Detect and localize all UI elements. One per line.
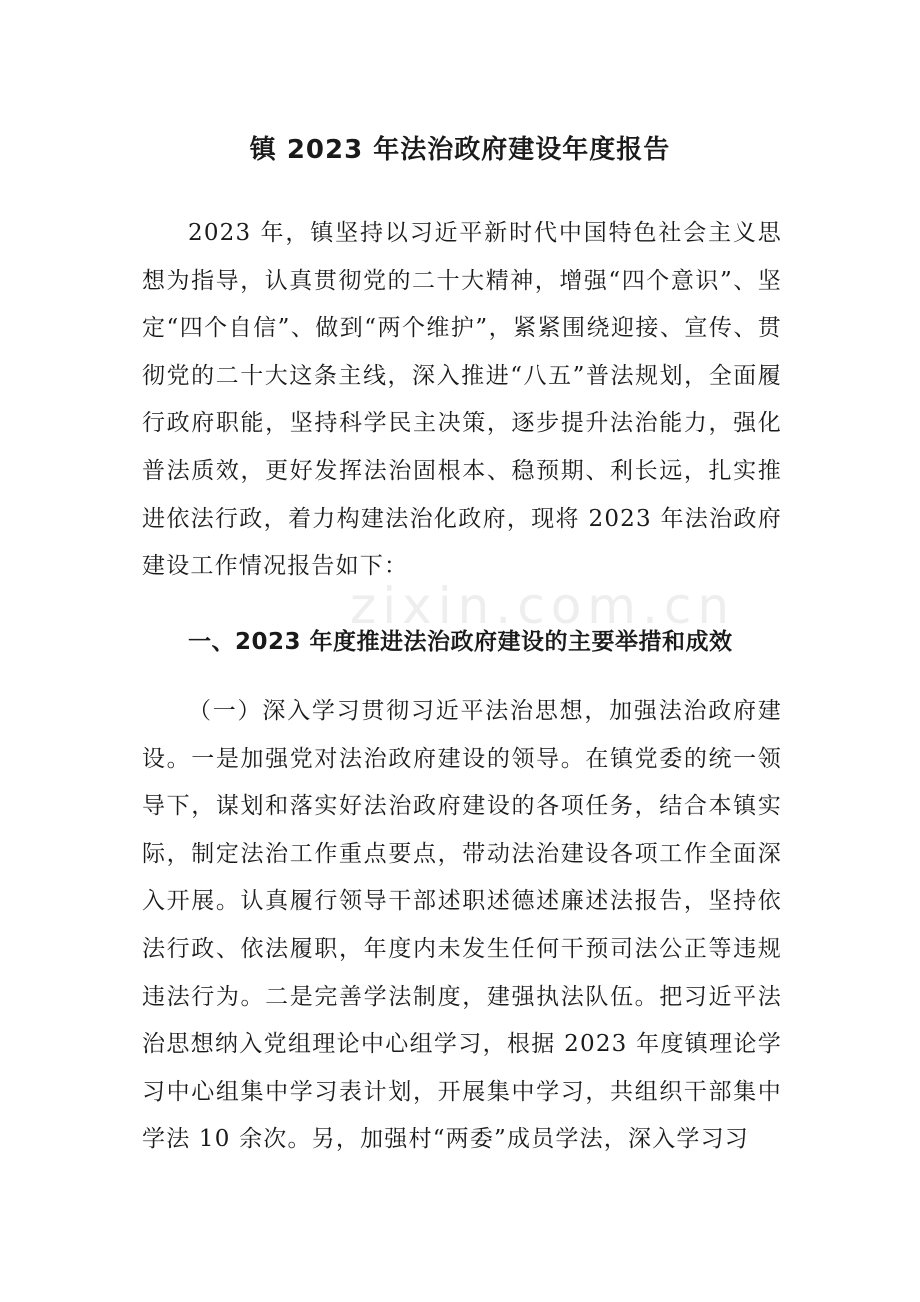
section-heading: 一、2023 年度推进法治政府建设的主要举措和成效 — [188, 629, 733, 655]
intro-paragraph: 2023 年，镇坚持以习近平新时代中国特色社会主义思想为指导，认真贯彻党的二十大精神，增强“四个意识”、坚定“四个自信”、做到“两个维护”，紧紧围绕迎接、宣传、贯彻党的二十大这条主线，深入推进“八五”普法规划，全面履行政府职能，坚持科学民主决策，逐步提升法治能力，强化普法质效，更好发挥法治固根本、稳预期、利长远，扎实推进依法行政，着力构建法治化政府，现将 2023 年法治政府建设工作情况报告如下： — [142, 220, 782, 580]
document-title: 镇 2023 年法治政府建设年度报告 — [249, 135, 671, 165]
body-paragraph: （一）深入学习贯彻习近平法治思想，加强法治政府建设。一是加强党对法治政府建设的领导。在镇党委的统一领导下，谋划和落实好法治政府建设的各项任务，结合本镇实际，制定法治工作重点要点，带动法治建设各项工作全面深入开展。认真履行领导干部述职述德述廉述法报告，坚持依法行政、依法履职，年度内未发生任何干预司法公正等违规违法行为。二是完善学法制度，建强执法队伍。把习近平法治思想纳入党组理论中心组学习，根据 2023 年度镇理论学习中心组集中学习表计划，开展集中学习，共组织干部集中学法 10 余次。另，加强村“两委”成员学法，深入学习习 — [142, 698, 782, 1153]
watermark: zixin.com.cn — [350, 577, 736, 635]
